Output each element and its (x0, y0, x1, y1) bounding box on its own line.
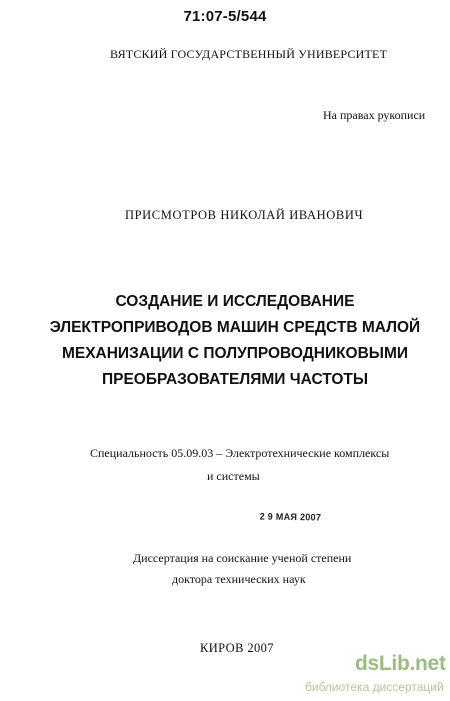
dslib-watermark (305, 652, 445, 698)
date-stamp: 2 9 МАЯ 2007 (259, 511, 322, 524)
title-line: ПРЕОБРАЗОВАТЕЛЯМИ ЧАСТОТЫ (101, 371, 369, 388)
author-name: ПРИСМОТРОВ НИКОЛАЙ ИВАНОВИЧ (125, 208, 364, 222)
specialty-line-1: Специальность 05.09.03 – Электротехнические комплексы (90, 446, 390, 460)
city-year: КИРОВ 2007 (200, 641, 274, 655)
dissertation-title (0, 289, 450, 393)
watermark-tagline: библиотека диссертаций (305, 680, 444, 694)
degree-line-2: доктора технических наук (172, 572, 306, 586)
title-line: СОЗДАНИЕ И ИССЛЕДОВАНИЕ (115, 293, 355, 310)
catalog-number: 71:07-5/544 (183, 8, 267, 25)
university-name: ВЯТСКИЙ ГОСУДАРСТВЕННЫЙ УНИВЕРСИТЕТ (110, 47, 388, 61)
manuscript-rights-note: На правах рукописи (323, 108, 426, 122)
title-line: ЭЛЕКТРОПРИВОДОВ МАШИН СРЕДСТВ МАЛОЙ (49, 319, 421, 336)
title-line: МЕХАНИЗАЦИИ С ПОЛУПРОВОДНИКОВЫМИ (61, 345, 409, 362)
watermark-logo: dsLib.net (355, 652, 446, 675)
specialty-line-2: и системы (207, 469, 260, 483)
degree-line-1: Диссертация на соискание ученой степени (133, 551, 352, 565)
